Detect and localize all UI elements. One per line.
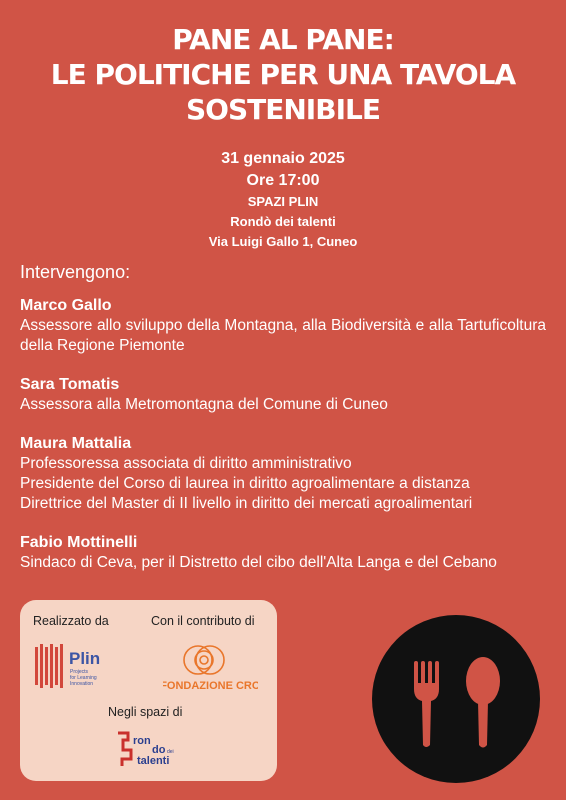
speaker-role: Direttrice del Master di II livello in diritto dei mercati agroalimentari <box>20 495 473 512</box>
speaker-name: Marco Gallo <box>20 297 112 314</box>
speaker-role: Professoressa associata di diritto amministrativo <box>20 455 352 472</box>
plin-name: Plin <box>69 649 101 668</box>
event-venue: SPAZI PLIN <box>247 194 319 209</box>
speaker-role: Assessora alla Metromontagna del Comune di Cuneo <box>20 396 388 413</box>
partners-panel <box>20 600 277 781</box>
event-date: 31 gennaio 2025 <box>221 150 345 167</box>
speaker-name: Sara Tomatis <box>20 376 120 393</box>
speaker-item <box>20 375 546 415</box>
speakers-heading: Intervengono: <box>20 262 131 282</box>
speaker-name: Maura Mattalia <box>20 435 132 452</box>
contribution-label: Con il contributo di <box>151 614 255 628</box>
rondo-text-4: talenti <box>137 755 170 767</box>
event-place: Rondò dei talenti <box>230 214 336 229</box>
plin-tagline-1: Projects <box>70 669 89 675</box>
plin-tagline-2: for Learning <box>70 675 97 681</box>
fondazione-crc-logo <box>163 640 258 695</box>
speaker-item <box>20 533 546 573</box>
speaker-item <box>20 434 546 514</box>
speaker-role: Assessore allo sviluppo della Montagna, alla Biodiversità e alla Tartuficoltura della Regione Piemonte <box>20 317 546 354</box>
fork-and-spoon-icon <box>372 615 540 783</box>
speaker-name: Fabio Mottinelli <box>20 534 138 551</box>
title-line-1: PANE AL PANE: <box>172 23 394 56</box>
event-info <box>0 148 566 252</box>
rondo-logo-mark <box>115 728 190 770</box>
crc-logo-mark <box>163 640 258 695</box>
rondo-text-2: do <box>152 744 166 756</box>
title-line-2: LE POLITICHE PER UNA TAVOLA <box>50 58 516 91</box>
event-time: Ore 17:00 <box>246 172 320 189</box>
speakers-list <box>20 296 546 592</box>
plin-logo <box>33 642 128 690</box>
page-title <box>0 22 566 127</box>
realized-by-label: Realizzato da <box>33 614 109 628</box>
rondo-text-1: ron <box>133 735 151 747</box>
rondo-dei-talenti-logo <box>115 728 190 770</box>
speaker-item <box>20 296 546 356</box>
spaces-label: Negli spazi di <box>108 705 183 719</box>
title-line-3: SOSTENIBILE <box>186 93 380 126</box>
speaker-role: Presidente del Corso di laurea in diritto agroalimentare a distanza <box>20 475 470 492</box>
speaker-role: Sindaco di Ceva, per il Distretto del cibo dell'Alta Langa e del Cebano <box>20 554 497 571</box>
event-address: Via Luigi Gallo 1, Cuneo <box>208 234 358 249</box>
rondo-text-3: dei <box>167 749 174 755</box>
fork-and-spoon-graphic <box>372 615 540 783</box>
plin-tagline-3: Innovation <box>70 681 94 687</box>
crc-name: FONDAZIONE CRC <box>163 680 258 692</box>
plin-logo-mark <box>33 642 128 690</box>
